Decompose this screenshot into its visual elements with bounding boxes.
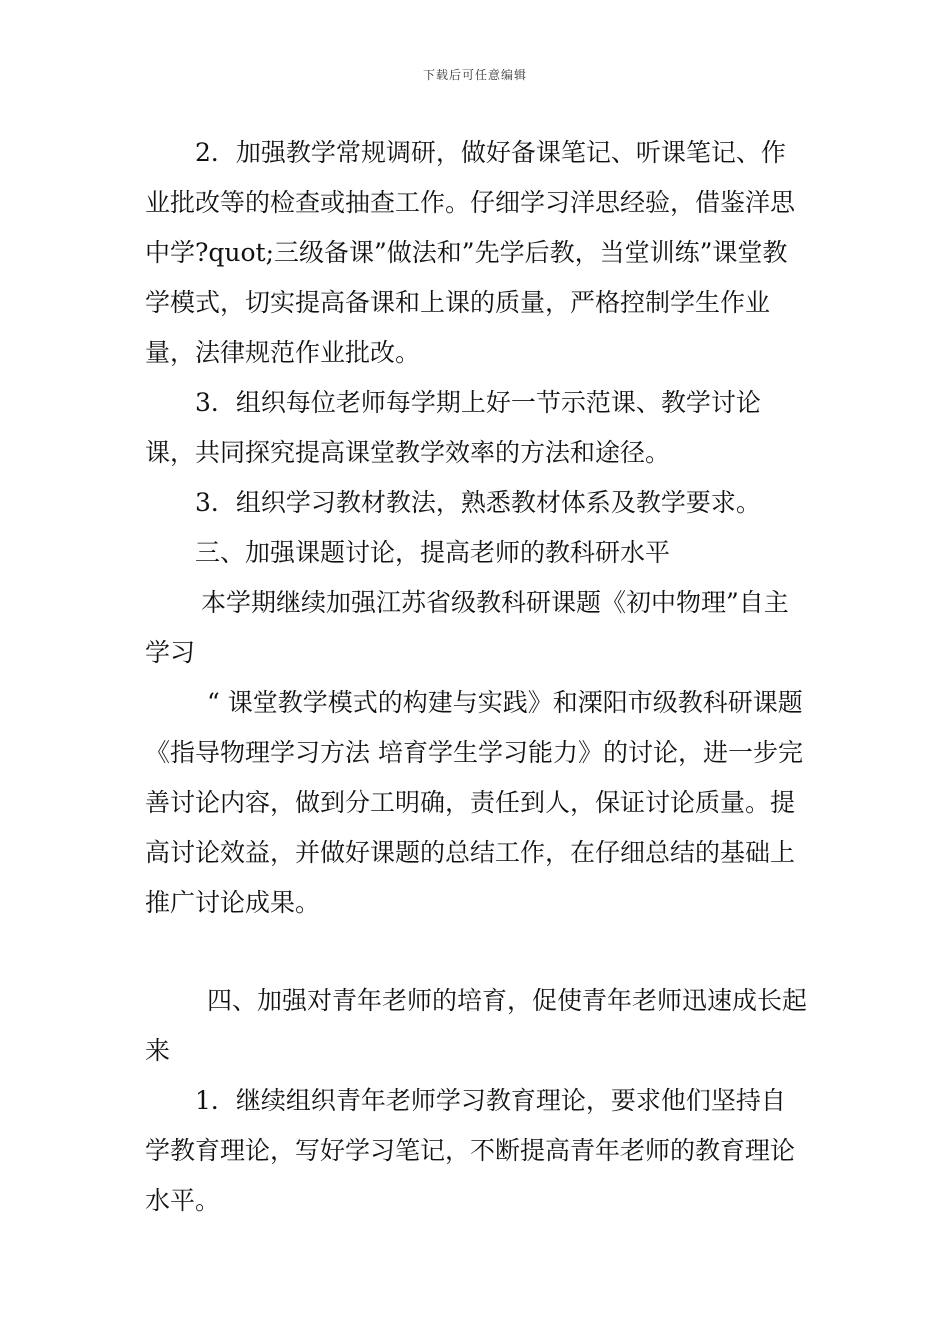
- paragraph-research-topic: 本学期继续加强江苏省级教科研课题《初中物理”自主学习: [145, 588, 789, 667]
- section-heading-research: 三、加强课题讨论，提高老师的教科研水平: [195, 538, 671, 567]
- section-heading-young-teachers: 四、加强对青年老师的培育，促使青年老师迅速成长起来: [145, 986, 808, 1065]
- document-body: [145, 128, 810, 1226]
- paragraph-theory-study: 1．继续组织青年老师学习教育理论，要求他们坚持自学教育理论，写好学习笔记，不断提高青年老师的教育理论水平。: [145, 1086, 796, 1215]
- paragraph-textbook-study: 3．组织学习教材教法，熟悉教材体系及教学要求。: [195, 488, 761, 517]
- paragraph-research-detail: “ 课堂教学模式的构建与实践》和溧阳市级教科研课题《指导物理学习方法 培育学生学习能力》的讨论，进一步完善讨论内容，做到分工明确，责任到人，保证讨论质量。提高讨论效益，并做好课题的总结工作，在仔细总结的基础上推广讨论成果。: [145, 688, 803, 917]
- paragraph-teaching-routine: 2．加强教学常规调研，做好备课笔记、听课笔记、作业批改等的检查或抽查工作。仔细学习洋思经验，借鉴洋思中学?quot;三级备课”做法和”先学后教，当堂训练”课堂教学模式，切实提高备课和上课的质量，严格控制学生作业量，法律规范作业批改。: [145, 138, 796, 367]
- paragraph-demo-lessons: 3．组织每位老师每学期上好一节示范课、教学讨论课，共同探究提高课堂教学效率的方法和途径。: [145, 388, 761, 467]
- paragraph-spacer: [145, 928, 810, 976]
- page-header: 下载后可任意编辑: [422, 68, 527, 82]
